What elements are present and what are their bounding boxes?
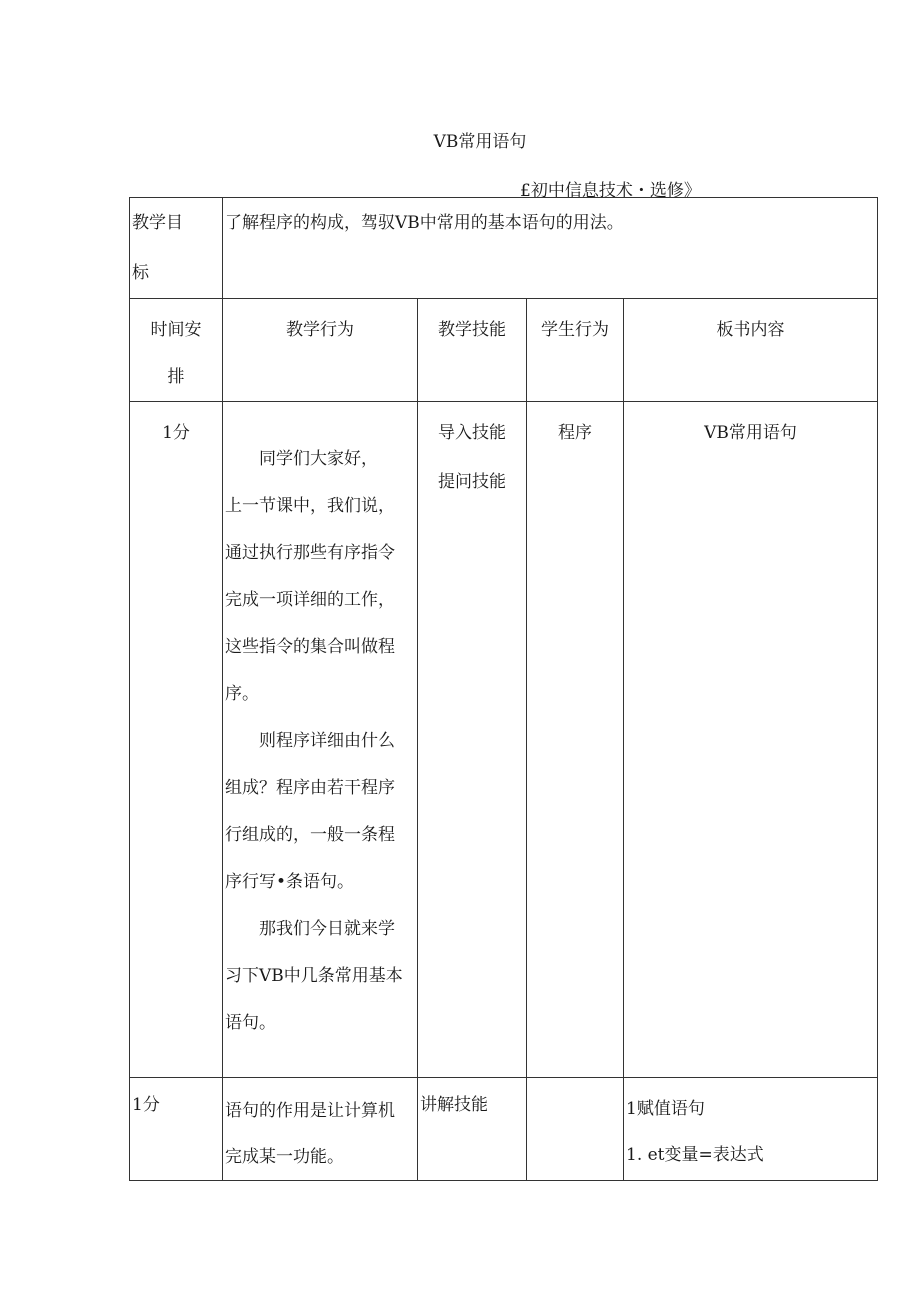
goal-label-line1: 教学目 (132, 213, 183, 233)
header-time-line1: 时间安 (150, 320, 202, 340)
row2-teaching-behavior (223, 1078, 418, 1181)
row1-line: 语句。 (225, 1013, 276, 1033)
row1-teaching-behavior (223, 402, 418, 1078)
header-teaching-behavior: 教学行为 (223, 299, 418, 402)
row1-skill-1: 导入技能 (438, 423, 506, 443)
document-subtitle: £初中信息技术・选修》 (520, 181, 701, 201)
header-time (130, 299, 223, 402)
goal-row (130, 198, 878, 299)
table-row (130, 1078, 878, 1181)
goal-text-cell (223, 198, 878, 299)
row1-line: 序。 (225, 684, 259, 704)
goal-label-line2: 标 (132, 263, 149, 283)
row1-line: 行组成的，一般一条程 (225, 825, 395, 845)
row1-board-content: VB常用语句 (624, 402, 878, 1078)
goal-text: 了解程序的构成，驾驭VB中常用的基本语句的用法。 (225, 213, 624, 233)
row1-line: 习下VB中几条常用基本 (225, 966, 403, 986)
header-row (130, 299, 878, 402)
row2-student-behavior (527, 1078, 624, 1181)
header-board-content: 板书内容 (624, 299, 878, 402)
document-title: VB常用语句 (433, 132, 527, 152)
row1-skill-2: 提问技能 (438, 472, 506, 492)
row2-line: 语句的作用是让计算机 (225, 1101, 395, 1121)
row1-line: 序行写•条语句。 (225, 872, 355, 892)
lesson-plan-table (129, 197, 878, 1181)
row1-student-behavior: 程序 (527, 402, 624, 1078)
row1-line: 通过执行那些有序指令 (225, 543, 395, 563)
row1-line: 则程序详细由什么 (259, 731, 395, 751)
row1-line: 这些指令的集合叫做程 (225, 637, 395, 657)
header-teaching-skill: 教学技能 (418, 299, 527, 402)
row2-board-content (624, 1078, 878, 1181)
row1-line: 同学们大家好， (259, 449, 378, 469)
row1-line: 完成一项详细的工作， (225, 590, 395, 610)
row1-line: 组成？程序由若干程序 (225, 778, 395, 798)
row2-teaching-skill: 讲解技能 (418, 1078, 527, 1181)
row1-line: 上一节课中，我们说， (225, 496, 395, 516)
row2-board-1: 1赋值语句 (626, 1099, 705, 1119)
row2-board-2: 1. et变量=表达式 (626, 1145, 764, 1165)
row1-line: 那我们今日就来学 (259, 919, 395, 939)
row2-line: 完成某一功能。 (225, 1147, 344, 1167)
row2-time: 1分 (130, 1078, 223, 1181)
goal-label-cell (130, 198, 223, 299)
header-student-behavior: 学生行为 (527, 299, 624, 402)
header-time-line2: 排 (167, 367, 185, 387)
row1-teaching-skill (418, 402, 527, 1078)
row1-time: 1分 (130, 402, 223, 1078)
table-row (130, 402, 878, 1078)
